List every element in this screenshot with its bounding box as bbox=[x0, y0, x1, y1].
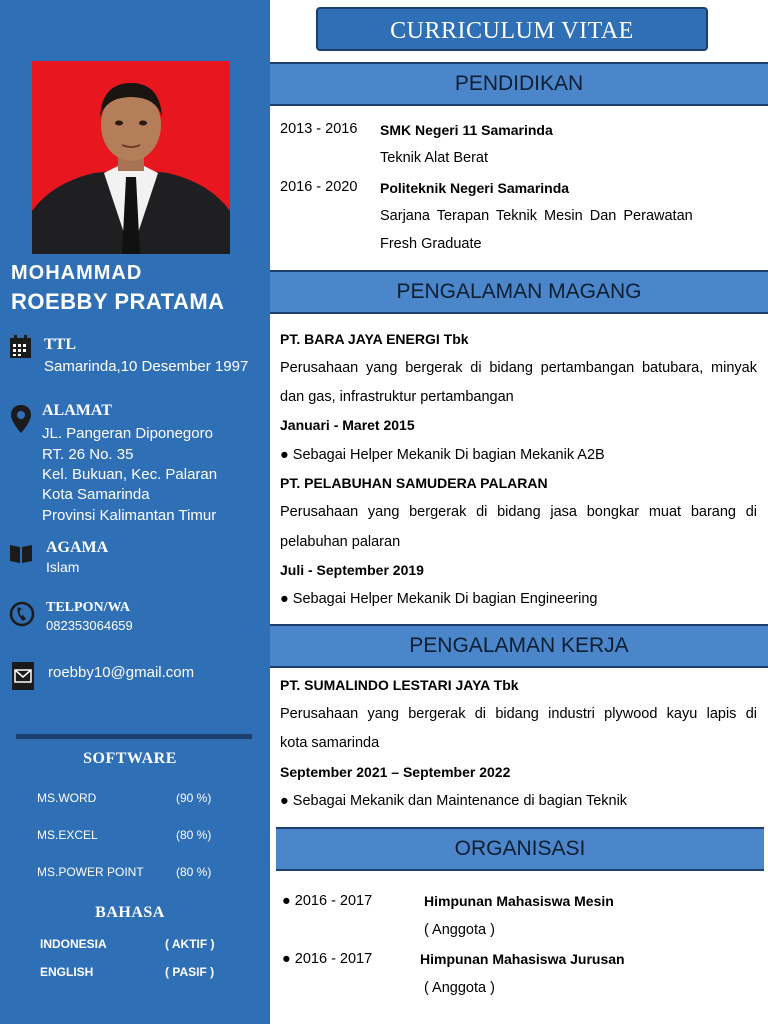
education-detail: Sarjana Terapan Teknik Mesin Dan Perawatan bbox=[380, 208, 693, 224]
bahasa-heading: BAHASA bbox=[95, 904, 165, 921]
software-name: MS.WORD bbox=[37, 791, 97, 805]
education-years: 2013 - 2016 bbox=[280, 121, 358, 137]
software-name: MS.EXCEL bbox=[37, 828, 98, 842]
phone-icon bbox=[9, 599, 33, 625]
ttl-value: Samarinda,10 Desember 1997 bbox=[44, 358, 249, 375]
ttl-label: TTL bbox=[44, 336, 77, 353]
software-name: MS.POWER POINT bbox=[37, 865, 144, 879]
language-name: ENGLISH bbox=[40, 965, 94, 979]
internship-period: Juli - September 2019 bbox=[280, 562, 424, 578]
work-description: Perusahaan yang bergerak di bidang industri plywood kayu lapis di bbox=[280, 706, 757, 722]
sidebar bbox=[0, 0, 270, 1024]
software-level: (80 %) bbox=[176, 828, 212, 842]
alamat-label: ALAMAT bbox=[42, 402, 112, 419]
organization-name: Himpunan Mahasiswa Jurusan bbox=[420, 951, 625, 967]
education-detail: Fresh Graduate bbox=[380, 236, 482, 252]
alamat-line: RT. 26 No. 35 bbox=[42, 446, 134, 463]
telpon-value: 082353064659 bbox=[46, 618, 133, 633]
software-heading: SOFTWARE bbox=[83, 750, 177, 767]
work-company: PT. SUMALINDO LESTARI JAYA Tbk bbox=[280, 677, 519, 693]
page-title: CURRICULUM VITAE bbox=[316, 7, 708, 51]
name-last: ROEBBY PRATAMA bbox=[11, 289, 225, 314]
internship-company: PT. PELABUHAN SAMUDERA PALARAN bbox=[280, 475, 548, 491]
alamat-line: Provinsi Kalimantan Timur bbox=[42, 507, 217, 524]
language-level: ( AKTIF ) bbox=[165, 937, 215, 951]
software-level: (90 %) bbox=[176, 791, 212, 805]
work-period: September 2021 – September 2022 bbox=[280, 764, 511, 780]
section-heading-pendidikan: PENDIDIKAN bbox=[270, 62, 768, 106]
alamat-line: JL. Pangeran Diponegoro bbox=[42, 425, 213, 442]
internship-description: Perusahaan yang bergerak di bidang jasa bongkar muat barang di bbox=[280, 504, 757, 520]
organization-role: ( Anggota ) bbox=[424, 922, 495, 938]
sidebar-divider bbox=[16, 734, 252, 739]
profile-photo bbox=[32, 61, 230, 254]
internship-role: ● Sebagai Helper Mekanik Di bagian Engineering bbox=[280, 591, 598, 607]
internship-description: Perusahaan yang bergerak di bidang pertambangan batubara, minyak bbox=[280, 360, 757, 376]
language-level: ( PASIF ) bbox=[165, 965, 215, 979]
organization-years: ● 2016 - 2017 bbox=[282, 893, 373, 909]
email-value: roebby10@gmail.com bbox=[48, 664, 195, 681]
internship-role: ● Sebagai Helper Mekanik Di bagian Mekanik A2B bbox=[280, 447, 605, 463]
education-school: SMK Negeri 11 Samarinda bbox=[380, 122, 553, 138]
section-heading-organisasi: ORGANISASI bbox=[276, 827, 764, 871]
location-pin-icon bbox=[9, 404, 33, 430]
education-years: 2016 - 2020 bbox=[280, 179, 358, 195]
software-level: (80 %) bbox=[176, 865, 212, 879]
name-first: MOHAMMAD bbox=[11, 262, 143, 284]
main-content bbox=[270, 0, 768, 1024]
internship-period: Januari - Maret 2015 bbox=[280, 417, 415, 433]
organization-name: Himpunan Mahasiswa Mesin bbox=[424, 893, 614, 909]
calendar-icon bbox=[9, 334, 33, 360]
education-detail: Teknik Alat Berat bbox=[380, 150, 488, 166]
work-description: kota samarinda bbox=[280, 735, 380, 751]
telpon-label: TELPON/WA bbox=[46, 600, 131, 615]
agama-label: AGAMA bbox=[46, 539, 109, 556]
section-heading-magang: PENGALAMAN MAGANG bbox=[270, 270, 768, 314]
internship-company: PT. BARA JAYA ENERGI Tbk bbox=[280, 331, 469, 347]
language-name: INDONESIA bbox=[40, 937, 107, 951]
education-school: Politeknik Negeri Samarinda bbox=[380, 180, 570, 196]
alamat-line: Kel. Bukuan, Kec. Palaran bbox=[42, 466, 218, 483]
internship-description: pelabuhan palaran bbox=[280, 534, 401, 550]
internship-description: dan gas, infrastruktur pertambangan bbox=[280, 389, 514, 405]
agama-value: Islam bbox=[46, 559, 80, 575]
alamat-line: Kota Samarinda bbox=[42, 486, 150, 503]
organization-years: ● 2016 - 2017 bbox=[282, 951, 373, 967]
organization-role: ( Anggota ) bbox=[424, 980, 495, 996]
mail-icon bbox=[11, 661, 35, 687]
work-role: ● Sebagai Mekanik dan Maintenance di bagian Teknik bbox=[280, 793, 628, 809]
book-icon bbox=[9, 542, 33, 568]
section-heading-kerja: PENGALAMAN KERJA bbox=[270, 624, 768, 668]
